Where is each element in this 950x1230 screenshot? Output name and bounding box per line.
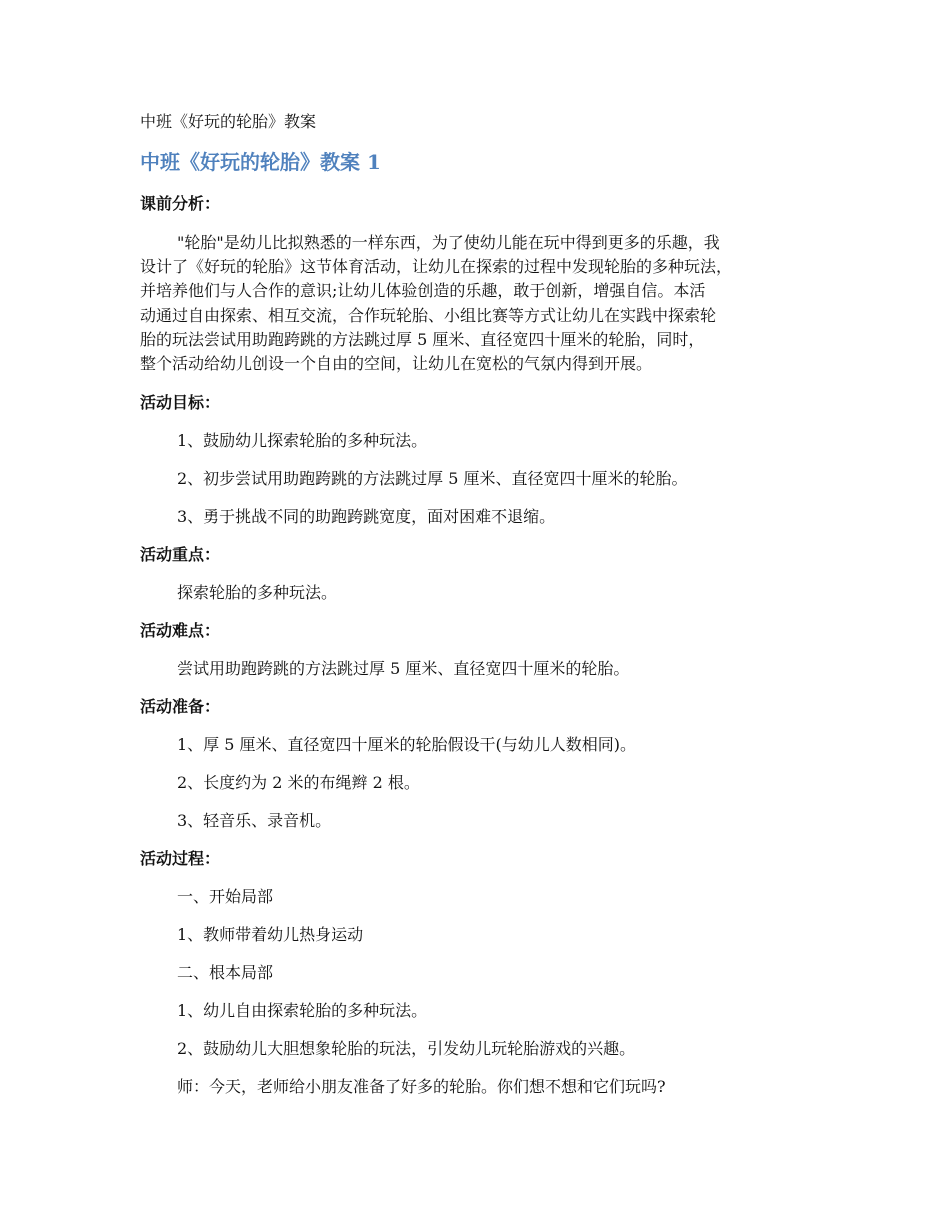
preparation-item: 1、厚 5 厘米、直径宽四十厘米的轮胎假设干(与幼儿人数相同)。: [177, 735, 637, 754]
goals-heading: 活动目标：: [140, 393, 221, 412]
difficulty-text: 尝试用助跑跨跳的方法跳过厚 5 厘米、直径宽四十厘米的轮胎。: [177, 659, 630, 678]
process-item: 2、鼓励幼儿大胆想象轮胎的玩法，引发幼儿玩轮胎游戏的兴趣。: [177, 1039, 636, 1058]
document-title: 中班《好玩的轮胎》教案: [140, 112, 317, 131]
process-item: 1、教师带着幼儿热身运动: [177, 925, 364, 944]
key-point-heading: 活动重点：: [140, 545, 221, 564]
preparation-item: 2、长度约为 2 米的布绳辫 2 根。: [177, 773, 420, 792]
pre-analysis-heading: 课前分析：: [140, 194, 221, 213]
process-item: 一、开始局部: [177, 887, 274, 906]
paragraph-line: 整个活动给幼儿创设一个自由的空间，让幼儿在宽松的气氛内得到开展。: [140, 354, 653, 374]
pre-analysis-paragraph: [140, 231, 825, 376]
process-heading: 活动过程：: [140, 849, 221, 868]
preparation-item: 3、轻音乐、录音机。: [177, 811, 332, 830]
paragraph-line: 设计了《好玩的轮胎》这节体育活动，让幼儿在探索的过程中发现轮胎的多种玩法，: [140, 257, 733, 277]
process-item: 二、根本局部: [177, 963, 274, 982]
goal-item: 1、鼓励幼儿探索轮胎的多种玩法。: [177, 431, 428, 450]
preparation-heading: 活动准备：: [140, 697, 221, 716]
goal-item: 2、初步尝试用助跑跨跳的方法跳过厚 5 厘米、直径宽四十厘米的轮胎。: [177, 469, 688, 488]
paragraph-line: 并培养他们与人合作的意识;让幼儿体验创造的乐趣，敢于创新，增强自信。本活: [140, 281, 706, 301]
paragraph-line: 动通过自由探索、相互交流，合作玩轮胎、小组比赛等方式让幼儿在实践中探索轮: [140, 305, 717, 325]
process-item: 师：今天，老师给小朋友准备了好多的轮胎。你们想不想和它们玩吗?: [177, 1077, 666, 1096]
goal-item: 3、勇于挑战不同的助跑跨跳宽度，面对困难不退缩。: [177, 507, 556, 526]
difficulty-heading: 活动难点：: [140, 621, 221, 640]
paragraph-line: 胎的玩法尝试用助跑跨跳的方法跳过厚 5 厘米、直径宽四十厘米的轮胎，同时，: [140, 329, 705, 349]
section-title: 中班《好玩的轮胎》教案 1: [140, 150, 381, 174]
process-item: 1、幼儿自由探索轮胎的多种玩法。: [177, 1001, 428, 1020]
paragraph-line: "轮胎"是幼儿比拟熟悉的一样东西，为了使幼儿能在玩中得到更多的乐趣，我: [177, 233, 720, 252]
key-point-text: 探索轮胎的多种玩法。: [177, 583, 338, 602]
